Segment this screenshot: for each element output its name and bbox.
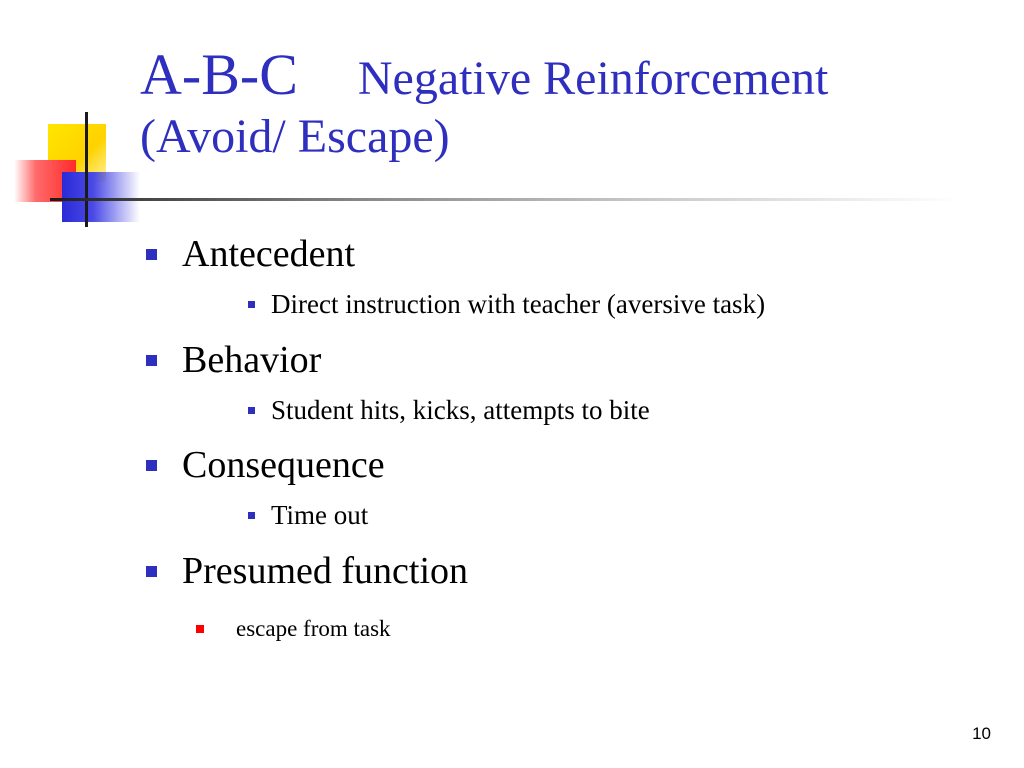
decorative-logo (0, 0, 140, 240)
vertical-rule-line (85, 112, 88, 227)
sub-bullet-item (248, 500, 368, 531)
sub-bullet-item (248, 395, 650, 426)
title-abc: A-B-C (140, 42, 298, 107)
square-bullet-icon (248, 512, 255, 519)
title-subtitle: (Avoid/ Escape) (140, 109, 450, 163)
bullet-item-antecedent (146, 232, 355, 276)
square-bullet-icon (146, 355, 157, 366)
sub-bullet-label: Direct instruction with teacher (aversive task) (271, 289, 766, 319)
square-bullet-icon (248, 407, 255, 414)
bullet-item-presumed-function (146, 549, 468, 593)
title-underline-rule (50, 198, 960, 201)
sub-bullet-label: escape from task (236, 616, 391, 641)
slide-title (140, 44, 1000, 162)
bullet-label: Behavior (182, 339, 322, 381)
bullet-label: Antecedent (182, 233, 356, 275)
sub-bullet-item (248, 289, 765, 320)
blue-square-shape (62, 172, 140, 222)
red-square-bullet-icon (196, 625, 204, 633)
bullet-label: Consequence (182, 444, 385, 486)
sub-bullet-label: Student hits, kicks, attempts to bite (271, 395, 650, 425)
page-number: 10 (972, 724, 991, 743)
sub-bullet-label: Time out (271, 500, 369, 530)
sub-bullet-item (196, 616, 391, 642)
square-bullet-icon (146, 460, 157, 471)
bullet-item-behavior (146, 338, 321, 382)
square-bullet-icon (146, 249, 157, 260)
square-bullet-icon (146, 566, 157, 577)
bullet-label: Presumed function (182, 550, 469, 592)
bullet-item-consequence (146, 443, 385, 487)
square-bullet-icon (248, 301, 255, 308)
title-main: Negative Reinforcement (357, 52, 829, 105)
